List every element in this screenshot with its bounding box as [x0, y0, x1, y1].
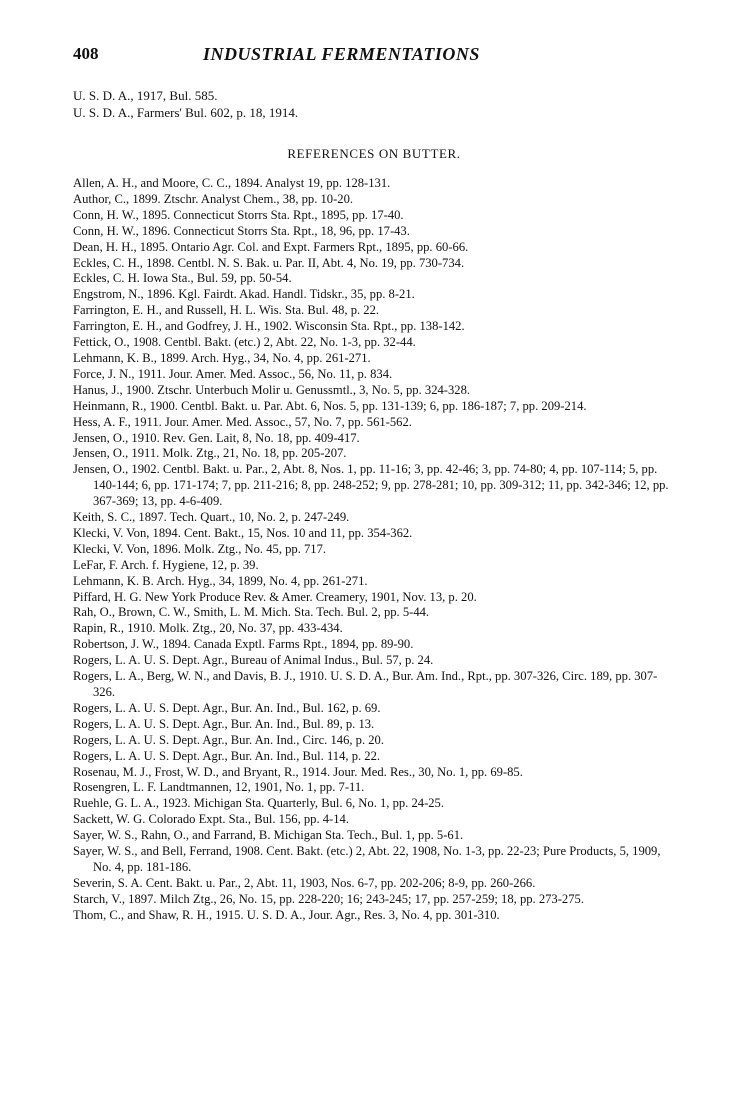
page-number: 408 [73, 44, 99, 63]
reference-entry: Jensen, O., 1911. Molk. Ztg., 21, No. 18, pp. 205-207. [73, 446, 347, 461]
reference-entry: Farrington, E. H., and Russell, H. L. Wis. Sta. Bul. 48, p. 22. [73, 303, 380, 318]
reference-entry: Heinmann, R., 1900. Centbl. Bakt. u. Par. Abt. 6, Nos. 5, pp. 131-139; 6, pp. 186-187; 7, pp. 209-214. [73, 398, 587, 413]
reference-entry: Robertson, J. W., 1894. Canada Exptl. Farms Rpt., 1894, pp. 89-90. [73, 637, 414, 652]
reference-entry: Rogers, L. A. U. S. Dept. Agr., Bur. An. Ind., Bul. 114, p. 22. [73, 748, 381, 763]
reference-entry: Rogers, L. A., Berg, W. N., and Davis, B. J., 1910. U. S. D. A., Bur. Am. Ind., Rpt., pp. 307-326, Circ. 189, pp. 307-326. [73, 669, 658, 699]
reference-entry: Force, J. N., 1911. Jour. Amer. Med. Assoc., 56, No. 11, p. 834. [73, 366, 393, 381]
reference-entry: Conn, H. W., 1895. Connecticut Storrs Sta. Rpt., 1895, pp. 17-40. [73, 207, 404, 222]
page-header [73, 44, 688, 68]
reference-entry: Rapin, R., 1910. Molk. Ztg., 20, No. 37, pp. 433-434. [73, 621, 343, 636]
reference-entry: Sayer, W. S., Rahn, O., and Farrand, B. Michigan Sta. Tech., Bul. 1, pp. 5-61. [73, 828, 464, 843]
reference-entry: Fettick, O., 1908. Centbl. Bakt. (etc.) 2, Abt. 22, No. 1-3, pp. 32-44. [73, 335, 416, 350]
intro-line: U. S. D. A., 1917, Bul. 585. [73, 88, 218, 103]
reference-entry: Keith, S. C., 1897. Tech. Quart., 10, No. 2, p. 247-249. [73, 510, 350, 525]
reference-entry: Rosenau, M. J., Frost, W. D., and Bryant, R., 1914. Jour. Med. Res., 30, No. 1, pp. 69-85. [73, 764, 523, 779]
section-title: REFERENCES ON BUTTER. [287, 146, 461, 161]
reference-entry: Klecki, V. Von, 1896. Molk. Ztg., No. 45, pp. 717. [73, 541, 327, 556]
reference-entry: Conn, H. W., 1896. Connecticut Storrs Sta. Rpt., 18, 96, pp. 17-43. [73, 223, 410, 238]
reference-entry: Author, C., 1899. Ztschr. Analyst Chem., 38, pp. 10-20. [73, 191, 354, 206]
reference-entry: Starch, V., 1897. Milch Ztg., 26, No. 15, pp. 228-220; 16; 243-245; 17, pp. 257-259; 18, pp. 273-275. [73, 891, 584, 906]
running-head: INDUSTRIAL FERMENTATIONS [203, 44, 480, 64]
reference-entry: Rogers, L. A. U. S. Dept. Agr., Bureau of Animal Indus., Bul. 57, p. 24. [73, 653, 434, 668]
reference-entry: Rogers, L. A. U. S. Dept. Agr., Bur. An. Ind., Bul. 89, p. 13. [73, 716, 375, 731]
reference-entry: Allen, A. H., and Moore, C. C., 1894. Analyst 19, pp. 128-131. [73, 176, 391, 190]
reference-entry: Sayer, W. S., and Bell, Ferrand, 1908. Cent. Bakt. (etc.) 2, Abt. 22, 1908, No. 1-3, pp. 22-23; Pure Products, 5, 1909, No. 4, pp. 181-186. [73, 844, 661, 874]
reference-entry: Eckles, C. H., 1898. Centbl. N. S. Bak. u. Par. II, Abt. 4, No. 19, pp. 730-734. [73, 255, 465, 270]
reference-entry: Rosengren, L. F. Landtmannen, 12, 1901, No. 1, pp. 7-11. [73, 780, 365, 795]
reference-entry: Hanus, J., 1900. Ztschr. Unterbuch Molir u. Genussmtl., 3, No. 5, pp. 324-328. [73, 382, 471, 397]
reference-list [73, 176, 673, 924]
reference-entry: Engstrom, N., 1896. Kgl. Fairdt. Akad. Handl. Tidskr., 35, pp. 8-21. [73, 287, 415, 302]
reference-entry: Rogers, L. A. U. S. Dept. Agr., Bur. An. Ind., Circ. 146, p. 20. [73, 732, 384, 747]
reference-entry: Lehmann, K. B. Arch. Hyg., 34, 1899, No. 4, pp. 261-271. [73, 573, 368, 588]
reference-entry: Thom, C., and Shaw, R. H., 1915. U. S. D. A., Jour. Agr., Res. 3, No. 4, pp. 301-310. [73, 907, 500, 922]
intro-block [73, 87, 688, 121]
reference-entry: Piffard, H. G. New York Produce Rev. & Amer. Creamery, 1901, Nov. 13, p. 20. [73, 589, 477, 604]
reference-entry: Jensen, O., 1902. Centbl. Bakt. u. Par., 2, Abt. 8, Nos. 1, pp. 11-16; 3, pp. 42-46; 3, pp. 74-80; 4, pp. 107-114; 5, pp. 140-144; 6, pp. 171-174; 7, pp. 211-216; 8, pp. 248-252; 9, pp. 278-281; 10, pp. 309-312; 11, pp. 342-346; 12, pp. 367-369; 13, pp. 4-6-409. [73, 462, 669, 509]
reference-entry: Farrington, E. H., and Godfrey, J. H., 1902. Wisconsin Sta. Rpt., pp. 138-142. [73, 319, 465, 334]
reference-entry: Rogers, L. A. U. S. Dept. Agr., Bur. An. Ind., Bul. 162, p. 69. [73, 700, 381, 715]
reference-entry: Klecki, V. Von, 1894. Cent. Bakt., 15, Nos. 10 and 11, pp. 354-362. [73, 525, 413, 540]
reference-entry: Severin, S. A. Cent. Bakt. u. Par., 2, Abt. 11, 1903, Nos. 6-7, pp. 202-206; 8-9, pp. 260-266. [73, 875, 536, 890]
intro-line: U. S. D. A., Farmers' Bul. 602, p. 18, 1914. [73, 105, 299, 120]
reference-entry: Eckles, C. H. Iowa Sta., Bul. 59, pp. 50-54. [73, 271, 292, 286]
reference-entry: Lehmann, K. B., 1899. Arch. Hyg., 34, No. 4, pp. 261-271. [73, 350, 371, 365]
reference-entry: Rah, O., Brown, C. W., Smith, L. M. Mich. Sta. Tech. Bul. 2, pp. 5-44. [73, 605, 430, 620]
reference-entry: Sackett, W. G. Colorado Expt. Sta., Bul. 156, pp. 4-14. [73, 812, 349, 827]
reference-entry: Ruehle, G. L. A., 1923. Michigan Sta. Quarterly, Bul. 6, No. 1, pp. 24-25. [73, 796, 445, 811]
reference-entry: Hess, A. F., 1911. Jour. Amer. Med. Assoc., 57, No. 7, pp. 561-562. [73, 414, 412, 429]
reference-entry: Dean, H. H., 1895. Ontario Agr. Col. and Expt. Farmers Rpt., 1895, pp. 60-66. [73, 239, 469, 254]
reference-entry: LeFar, F. Arch. f. Hygiene, 12, p. 39. [73, 557, 259, 572]
reference-entry: Jensen, O., 1910. Rev. Gen. Lait, 8, No. 18, pp. 409-417. [73, 430, 360, 445]
